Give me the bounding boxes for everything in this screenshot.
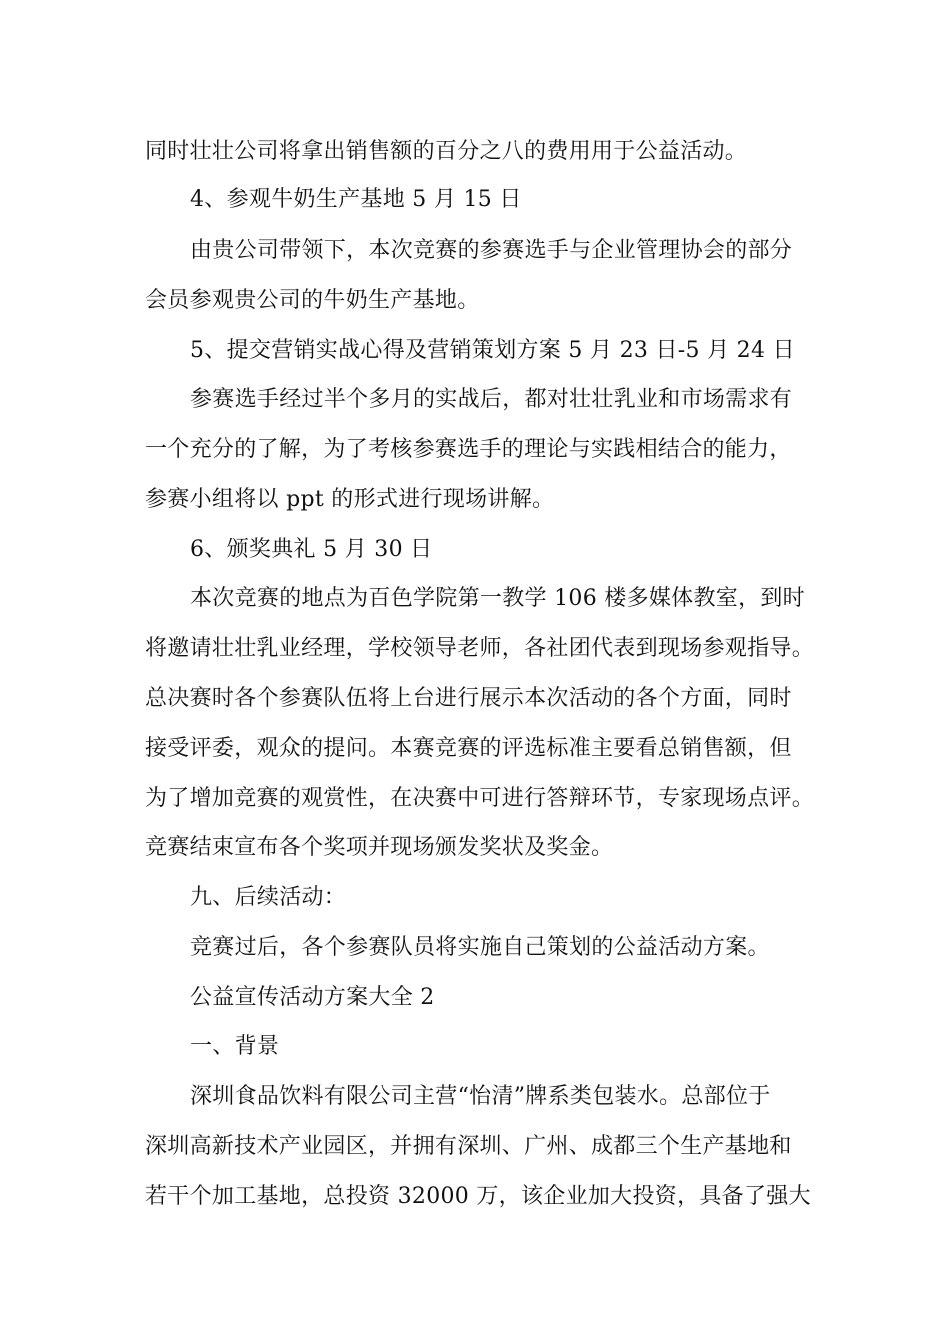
text-line: 总决赛时各个参赛队伍将上台进行展示本次活动的各个方面，同时 [145,686,792,711]
text-line: 4、参观牛奶生产基地 5 月 15 日 [190,187,522,212]
text-line: 5、提交营销实战心得及营销策划方案 5 月 23 日-5 月 24 日 [190,338,795,363]
article-title: 公益宣传活动方案大全 2 [190,985,435,1010]
text-line: 为了增加竞赛的观赏性，在决赛中可进行答辩环节，专家现场点评。 [145,786,815,811]
text-line: 接受评委，观众的提问。本赛竞赛的评选标准主要看总销售额，但 [145,736,792,761]
text-line: 参赛小组将以 ppt 的形式进行现场讲解。 [145,487,555,512]
text-line: 若干个加工基地，总投资 32000 万，该企业加大投资，具备了强大 [145,1184,811,1209]
section-heading: 一、背景 [190,1034,280,1059]
text-line: 竞赛过后，各个参赛队员将实施自己策划的公益活动方案。 [190,935,770,960]
text-line: 将邀请壮壮乳业经理，学校领导老师，各社团代表到现场参观指导。 [145,636,815,661]
text-line: 一个充分的了解，为了考核参赛选手的理论与实践相结合的能力， [145,437,792,462]
text-line: 深圳高新技术产业园区，并拥有深圳、广州、成都三个生产基地和 [145,1134,792,1159]
text-line: 6、颁奖典礼 5 月 30 日 [190,537,433,562]
text-line: 竞赛结束宣布各个奖项并现场颁发奖状及奖金。 [145,835,614,860]
text-line: 同时壮壮公司将拿出销售额的百分之八的费用用于公益活动。 [145,139,748,164]
section-heading: 九、后续活动： [190,885,347,910]
text-line: 会员参观贵公司的牛奶生产基地。 [145,288,480,313]
text-line: 本次竞赛的地点为百色学院第一教学 106 楼多媒体教室，到时 [190,586,805,611]
text-line: 深圳食品饮料有限公司主营“怡清”牌系类包装水。总部位于 [190,1084,771,1109]
text-line: 参赛选手经过半个多月的实战后，都对壮壮乳业和市场需求有 [190,387,793,412]
text-line: 由贵公司带领下，本次竞赛的参赛选手与企业管理协会的部分 [190,238,793,263]
